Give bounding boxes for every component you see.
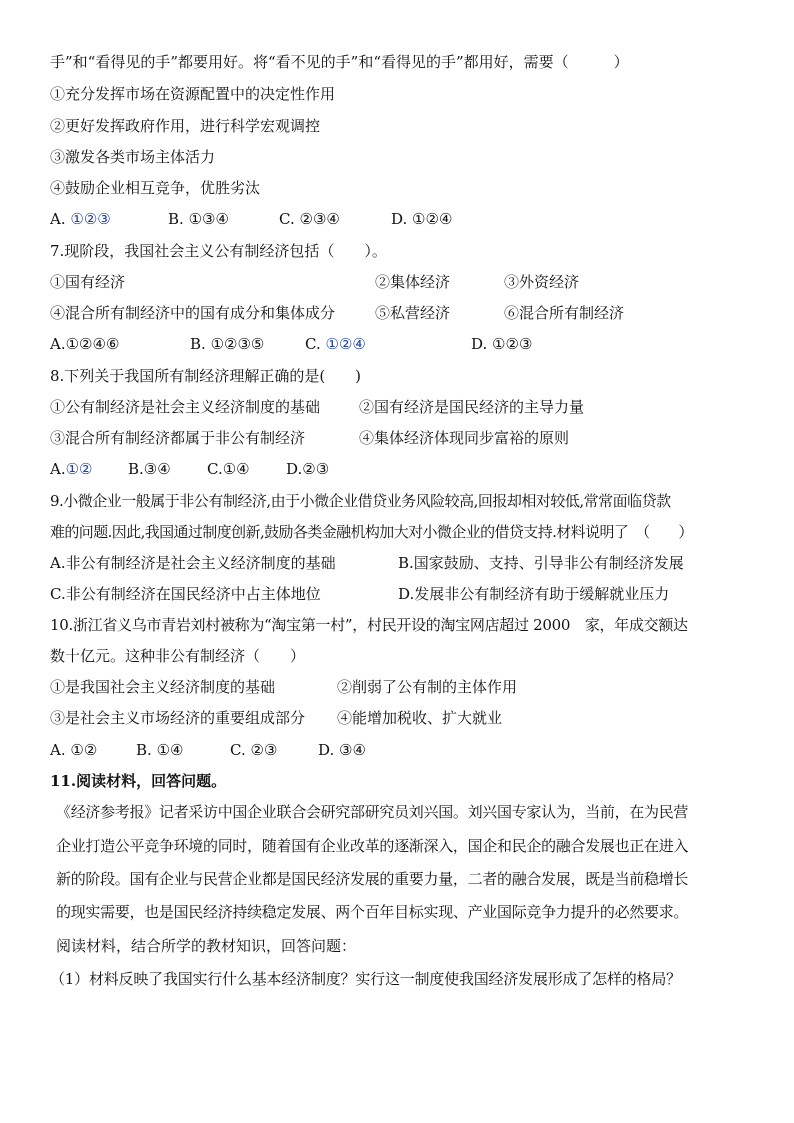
q8-option-c[interactable]: C.①④ xyxy=(207,460,250,478)
q7-item-5: ⑤私营经济 xyxy=(375,304,451,322)
q10-option-d[interactable]: D. ③④ xyxy=(318,741,366,759)
q9-option-c[interactable]: C.非公有制经济在国民经济中占主体地位 xyxy=(50,585,321,603)
q8-stem: 8.下列关于我国所有制经济理解正确的是( ) xyxy=(50,367,362,385)
q6-option-d[interactable]: D. ①②④ xyxy=(391,210,453,228)
q7-item-3: ③外资经济 xyxy=(504,273,580,291)
q6-option-c[interactable]: C. ②③④ xyxy=(279,210,340,228)
q10-option-a[interactable]: A. ①② xyxy=(50,741,98,759)
q8-item-1: ①公有制经济是社会主义经济制度的基础 xyxy=(50,398,321,416)
q10-option-b[interactable]: B. ①④ xyxy=(136,741,184,759)
q11-title: 11.阅读材料，回答问题。 xyxy=(50,772,227,790)
q6-item-3: ③激发各类市场主体活力 xyxy=(50,148,216,166)
q7-option-b[interactable]: B. ①②③⑤ xyxy=(190,335,265,353)
q7-item-2: ②集体经济 xyxy=(375,273,451,291)
q9-stem-line-2: 难的问题.因此,我国通过制度创新,鼓励各类金融机构加大对小微企业的借贷支持.材料说明了 （ ） xyxy=(50,523,693,541)
q7-option-c[interactable]: C. ①②④ xyxy=(305,335,366,353)
q9-option-d[interactable]: D.发展非公有制经济有助于缓解就业压力 xyxy=(398,585,670,603)
q8-item-4: ④集体经济体现同步富裕的原则 xyxy=(359,429,570,447)
q11-instruction: 阅读材料，结合所学的教材知识，回答问题： xyxy=(56,937,357,955)
q8-option-b[interactable]: B.③④ xyxy=(128,460,171,478)
q10-stem-line-2: 数十亿元。这种非公有制经济（ ） xyxy=(50,647,306,665)
q7-item-6: ⑥混合所有制经济 xyxy=(504,304,625,322)
q6-option-b[interactable]: B. ①③④ xyxy=(168,210,229,228)
q7-option-d[interactable]: D. ①②③ xyxy=(471,335,533,353)
q7-stem: 7.现阶段，我国社会主义公有制经济包括（ ）。 xyxy=(50,242,387,260)
q11-material-line-3: 新的阶段。国有企业与民营企业都是国民经济发展的重要力量，二者的融合发展，既是当前稳增长 xyxy=(56,870,689,888)
q6-stem: 手”和“看得见的手”都要用好。将“看不见的手”和“看得见的手”都用好，需要（ ） xyxy=(50,53,629,71)
q9-stem-line-1: 9.小微企业一般属于非公有制经济,由于小微企业借贷业务风险较高,回报却相对较低,常常面临贷款 xyxy=(50,492,671,510)
q6-option-a[interactable]: A. ①②③ xyxy=(50,210,111,228)
q6-item-1: ①充分发挥市场在资源配置中的决定性作用 xyxy=(50,85,336,103)
q11-material-line-1: 《经济参考报》记者采访中国企业联合会研究部研究员刘兴国。刘兴国专家认为，当前，在为民营 xyxy=(56,803,689,821)
q7-item-1: ①国有经济 xyxy=(50,273,126,291)
q6-item-2: ②更好发挥政府作用，进行科学宏观调控 xyxy=(50,117,321,135)
q8-option-a[interactable]: A.①② xyxy=(50,460,93,478)
q9-option-b[interactable]: B.国家鼓励、支持、引导非公有制经济发展 xyxy=(398,554,684,572)
q10-stem-line-1: 10.浙江省义乌市青岩刘村被称为“淘宝第一村”，村民开设的淘宝网店超过 2000 家，年成交额达 xyxy=(50,616,688,634)
q10-item-2: ②削弱了公有制的主体作用 xyxy=(337,678,518,696)
q9-option-a[interactable]: A.非公有制经济是社会主义经济制度的基础 xyxy=(50,554,336,572)
q10-item-3: ③是社会主义市场经济的重要组成部分 xyxy=(50,709,306,727)
q8-item-3: ③混合所有制经济都属于非公有制经济 xyxy=(50,429,306,447)
q10-item-1: ①是我国社会主义经济制度的基础 xyxy=(50,678,276,696)
q6-item-4: ④鼓励企业相互竞争，优胜劣汰 xyxy=(50,179,261,197)
q8-option-d[interactable]: D.②③ xyxy=(286,460,330,478)
q11-subquestion-1: （1）材料反映了我国实行什么基本经济制度？实行这一制度使我国经济发展形成了怎样的格局？ xyxy=(50,970,681,988)
q11-material-line-4: 的现实需要，也是国民经济持续稳定发展、两个百年目标实现、产业国际竞争力提升的必然要求。 xyxy=(56,903,689,921)
q7-option-a[interactable]: A.①②④⑥ xyxy=(50,335,120,353)
q7-item-4: ④混合所有制经济中的国有成分和集体成分 xyxy=(50,304,336,322)
q8-item-2: ②国有经济是国民经济的主导力量 xyxy=(359,398,585,416)
q10-item-4: ④能增加税收、扩大就业 xyxy=(337,709,503,727)
q11-material-line-2: 企业打造公平竞争环境的同时，随着国有企业改革的逐渐深入，国企和民企的融合发展也正在进入 xyxy=(56,837,689,855)
q10-option-c[interactable]: C. ②③ xyxy=(230,741,278,759)
